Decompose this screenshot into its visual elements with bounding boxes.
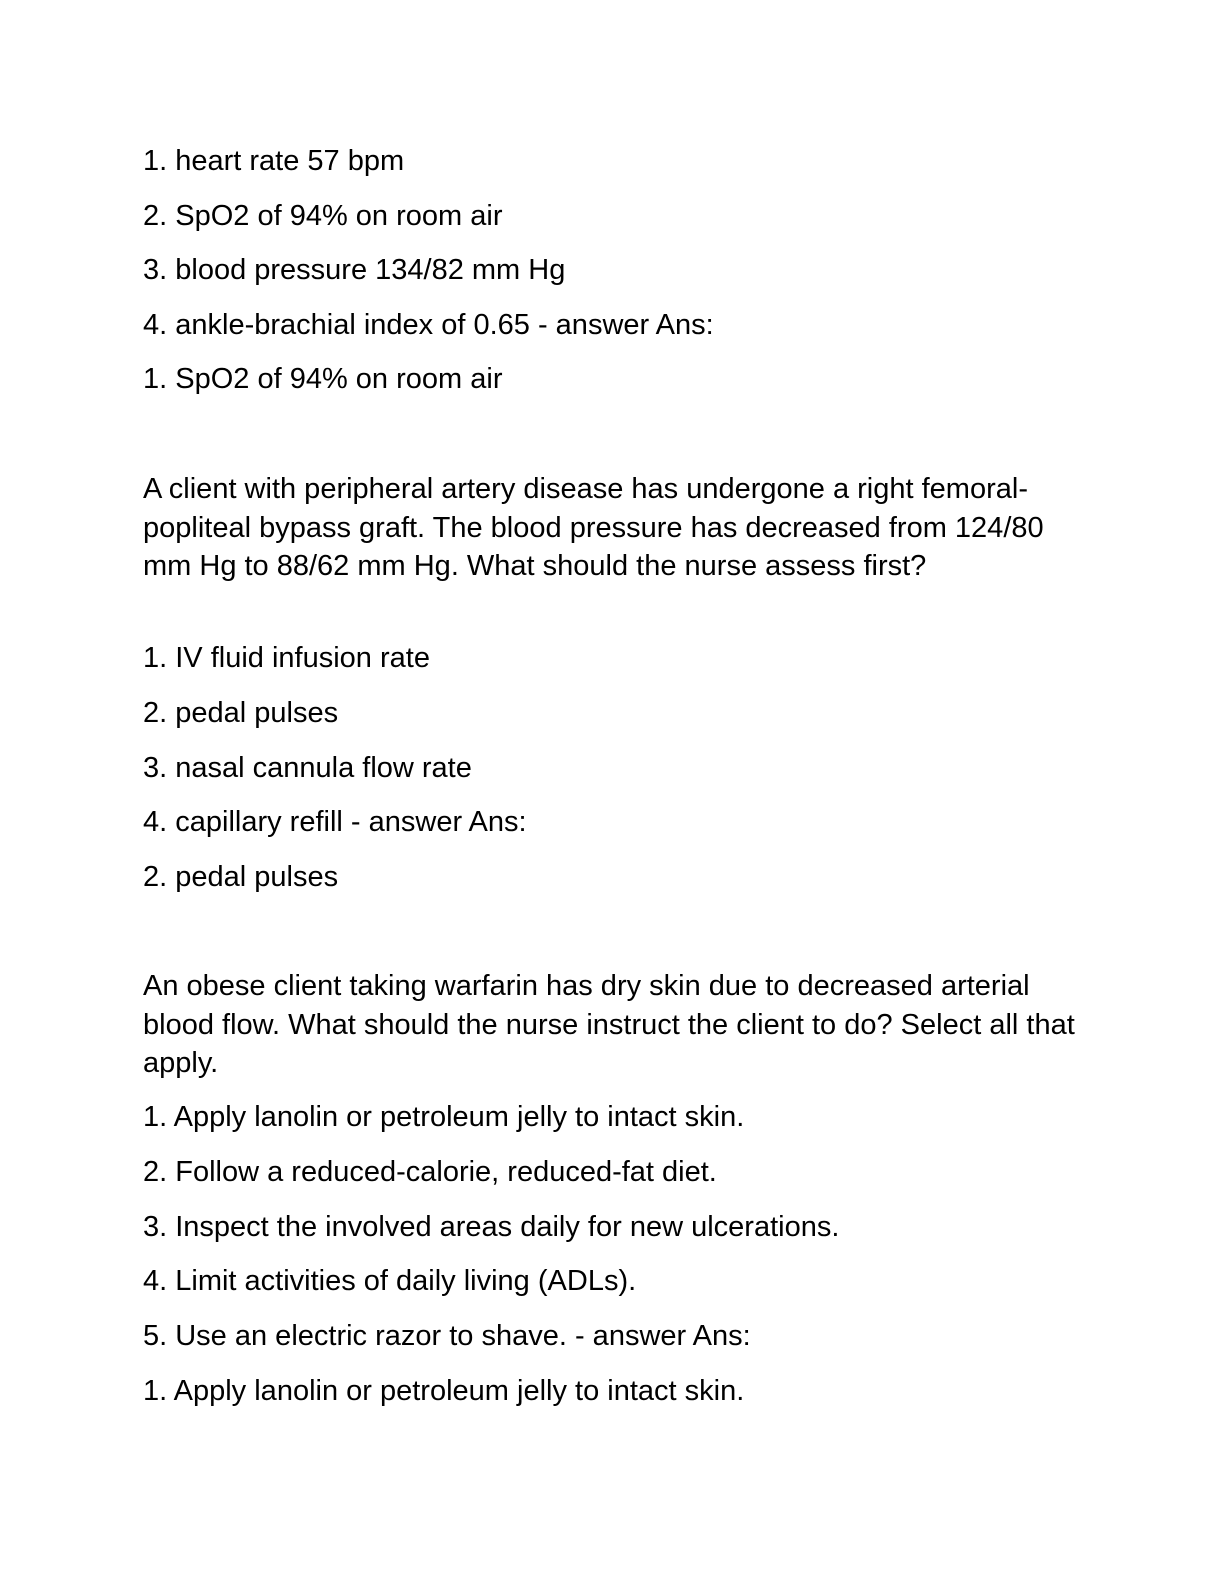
option-line: 1. IV fluid infusion rate — [143, 642, 430, 674]
option-line: 2. Follow a reduced-calorie, reduced-fat diet. — [143, 1156, 717, 1188]
option-line: 1. heart rate 57 bpm — [143, 145, 405, 177]
option-line: 4. ankle-brachial index of 0.65 - answer Ans: — [143, 309, 714, 341]
answer-line: 2. pedal pulses — [143, 861, 339, 893]
question-text: A client with peripheral artery disease has undergone a right femoral-popliteal bypass graft. The blood pressure has decreased from 124/80 mm Hg to 88/62 mm Hg. What should the nurse assess first? — [143, 473, 1044, 582]
option-line: 3. blood pressure 134/82 mm Hg — [143, 254, 566, 286]
question-text: An obese client taking warfarin has dry skin due to decreased arterial blood flow. What should the nurse instruct the client to do? Select all that apply. — [143, 970, 1075, 1079]
answer-line: 1. Apply lanolin or petroleum jelly to intact skin. — [143, 1375, 745, 1407]
option-line: 3. nasal cannula flow rate — [143, 752, 472, 784]
option-line: 4. Limit activities of daily living (ADLs). — [143, 1265, 637, 1297]
option-line: 1. Apply lanolin or petroleum jelly to intact skin. — [143, 1101, 745, 1133]
answer-line: 1. SpO2 of 94% on room air — [143, 363, 503, 395]
option-line: 4. capillary refill - answer Ans: — [143, 806, 527, 838]
option-line: 3. Inspect the involved areas daily for new ulcerations. — [143, 1211, 840, 1243]
option-line: 5. Use an electric razor to shave. - answer Ans: — [143, 1320, 751, 1352]
option-line: 2. SpO2 of 94% on room air — [143, 200, 503, 232]
option-line: 2. pedal pulses — [143, 697, 339, 729]
